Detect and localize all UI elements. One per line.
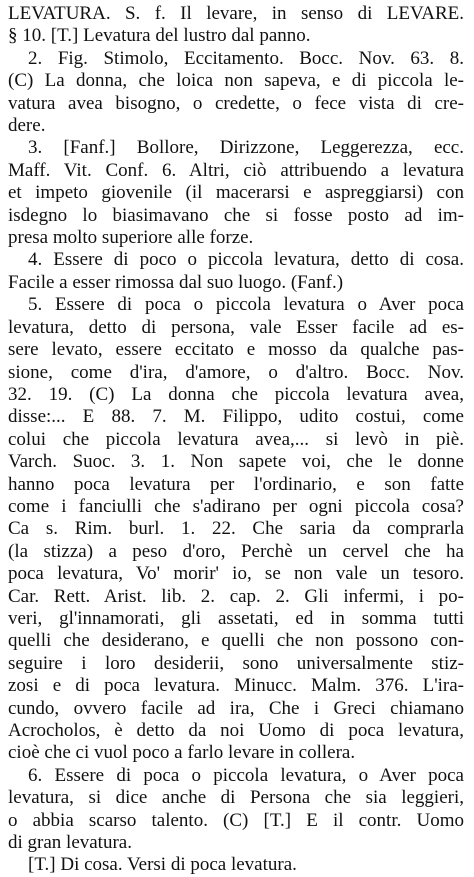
entry-text-line: 2. Fig. Stimolo, Eccitamento. Bocc. Nov. 63. 8. bbox=[28, 47, 464, 69]
entry-text-line: hanno poca levatura per l'ordinario, e son fatte bbox=[8, 473, 464, 495]
entry-text-line: vatura avea bisogno, o credette, o fece vista di cre- bbox=[8, 92, 464, 114]
entry-text-line: Ca s. Rim. burl. 1. 22. Che saria da comprarla bbox=[8, 518, 464, 540]
entry-text-line: Varch. Suoc. 3. 1. Non sapete voi, che le donne bbox=[8, 451, 464, 473]
entry-text-line: Maff. Vit. Conf. 6. Altri, ciò attribuendo a levatura bbox=[8, 159, 464, 181]
entry-text-line: cundo, ovvero facile ad ira, Che i Greci chiamano bbox=[8, 697, 464, 719]
entry-text-line: zosi e di poca levatura. Minucc. Malm. 376. L'ira- bbox=[8, 675, 464, 697]
entry-text-line: cioè che ci vuol poco a farlo levare in collera. bbox=[8, 742, 356, 764]
entry-text-line: dere. bbox=[8, 115, 46, 137]
entry-text-line: 6. Essere di poca o piccola levatura, o Aver poca bbox=[28, 764, 464, 786]
entry-text-line: sione, come d'ira, d'amore, o d'altro. Bocc. Nov. bbox=[8, 361, 464, 383]
entry-text-line: seguire i loro desiderii, sono universalmente stiz- bbox=[8, 652, 464, 674]
entry-text-line: 4. Essere di poco o piccola levatura, detto di cosa. bbox=[28, 249, 464, 271]
entry-text-line: LEVATURA. S. f. Il levare, in senso di LEVARE. bbox=[8, 3, 464, 24]
entry-text-line: (la stizza) a peso d'oro, Perchè un cervel che ha bbox=[8, 540, 464, 562]
entry-text-line: colui che piccola levatura avea,... si levò in piè. bbox=[8, 428, 464, 450]
entry-text-line: veri, gl'innamorati, gli assetati, ed in somma tutti bbox=[8, 607, 464, 629]
entry-text-line: di gran levatura. bbox=[8, 832, 132, 854]
entry-text-line: § 10. [T.] Levatura del lustro dal panno. bbox=[8, 25, 311, 47]
entry-text-line: levatura, detto di persona, vale Esser facile ad es- bbox=[8, 316, 464, 338]
entry-text-line: 3. [Fanf.] Bollore, Dirizzone, Leggerezza, ecc. bbox=[28, 137, 464, 159]
entry-text-line: 5. Essere di poca o piccola levatura o Aver poca bbox=[28, 294, 464, 316]
entry-text-line: Acrocholos, è detto da noi Uomo di poca levatura, bbox=[8, 720, 464, 741]
entry-text-line: come i fanciulli che s'adirano per ogni piccola cosa? bbox=[8, 495, 464, 517]
entry-text-line: sere levato, essere eccitato e mosso da qualche pas- bbox=[8, 339, 464, 361]
entry-text-line: poca levatura, Vo' morir' io, se non vale un tesoro. bbox=[8, 563, 464, 585]
entry-text-line: (C) La donna, che loica non sapeva, e di piccola le- bbox=[8, 70, 464, 92]
entry-text-line: presa molto superiore alle forze. bbox=[8, 227, 254, 249]
entry-text-line: levatura, si dice anche di Persona che sia leggieri, bbox=[8, 787, 464, 809]
entry-text-line: 32. 19. (C) La donna che piccola levatura avea, bbox=[8, 383, 464, 405]
entry-text-line: et impeto giovenile (il macerarsi e aspreggiarsi) con bbox=[8, 182, 464, 204]
entry-text-line: disse:... E 88. 7. M. Filippo, udito costui, come bbox=[8, 406, 464, 428]
entry-text-line: [T.] Di cosa. Versi di poca levatura. bbox=[28, 854, 297, 876]
entry-text-line: Car. Rett. Arist. lib. 2. cap. 2. Gli infermi, i po- bbox=[8, 585, 464, 607]
dictionary-entry-body bbox=[8, 3, 464, 877]
entry-text-line: quelli che desiderano, e quelli che non possono con- bbox=[8, 630, 464, 652]
entry-text-line: o abbia scarso talento. (C) [T.] E il contr. Uomo bbox=[8, 809, 464, 831]
entry-text-line: isdegno lo biasimavano che si fosse posto ad im- bbox=[8, 204, 464, 226]
entry-text-line: Facile a esser rimossa dal suo luogo. (Fanf.) bbox=[8, 271, 344, 293]
